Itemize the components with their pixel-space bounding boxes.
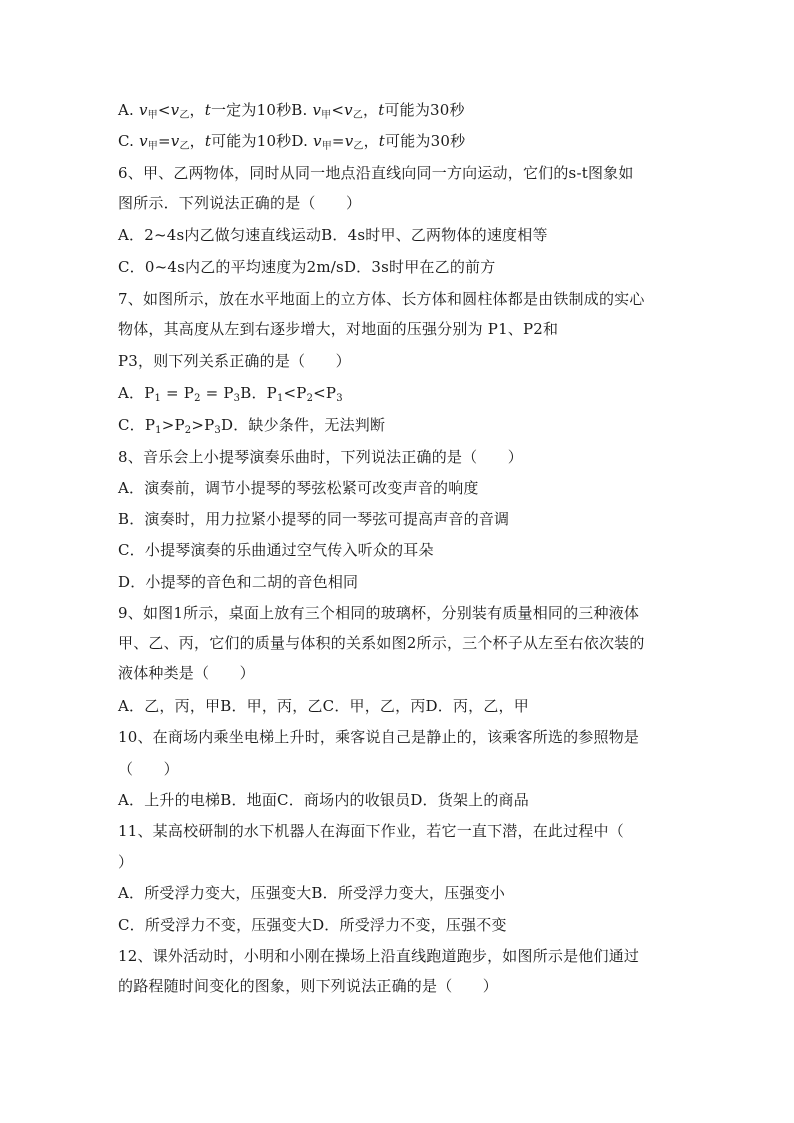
q9-stem-line-1: 9、如图1所示，桌面上放有三个相同的玻璃杯，分别装有质量相同的三种液体 — [118, 604, 640, 622]
q6-options-cd: C．0~4s内乙的平均速度为2m/sD．3s时甲在乙的前方 — [118, 258, 496, 276]
q7-options-cd: C．$P_1>P_2>P_3D$．缺少条件，无法判断 — [118, 416, 386, 436]
q9-stem-line-3: 液体种类是（ ） — [118, 664, 255, 682]
q10-options: A．上升的电梯B．地面C．商场内的收银员D．货架上的商品 — [118, 791, 529, 809]
option-label: D. — [291, 132, 309, 150]
q6-stem-line-2: 图所示．下列说法正确的是（ ） — [118, 194, 362, 212]
q10-stem-line-1: 10、在商场内乘坐电梯上升时，乘客说自己是静止的，该乘客所选的参照物是 — [118, 728, 640, 746]
option-label: C. — [118, 132, 135, 150]
q11-stem-line-1: 11、某高校研制的水下机器人在海面下作业，若它一直下潜，在此过程中（ — [118, 822, 624, 840]
q9-options: A．乙，丙，甲B．甲，丙，乙C．甲，乙，丙D．丙，乙，甲 — [118, 697, 529, 715]
q8-option-b: B．演奏时，用力拉紧小提琴的同一琴弦可提高声音的音调 — [118, 510, 510, 528]
q7-options-ab: A．$P_1 = P_2 = P_3B$．$P_1<P_2<P_3$ — [118, 384, 343, 404]
q8-option-d: D．小提琴的音色和二胡的音色相同 — [118, 573, 359, 591]
q8-stem: 8、音乐会上小提琴演奏乐曲时，下列说法正确的是（ ） — [118, 448, 523, 466]
q11-stem-line-2: ） — [118, 853, 134, 871]
q5-options-cd: C. $v_甲=v_乙$，t可能为10秒D. $v_甲=v_乙$，t可能为30秒 — [118, 132, 466, 152]
option-label: A. — [118, 101, 135, 119]
q12-stem-line-1: 12、课外活动时，小明和小刚在操场上沿直线跑道跑步，如图所示是他们通过 — [118, 947, 640, 965]
q8-option-c: C．小提琴演奏的乐曲通过空气传入听众的耳朵 — [118, 541, 434, 559]
q6-options-ab: A．2~4s内乙做匀速直线运动B．4s时甲、乙两物体的速度相等 — [118, 226, 548, 244]
q6-stem-line-1: 6、甲、乙两物体，同时从同一地点沿直线向同一方向运动，它们的s-t图象如 — [118, 164, 634, 182]
q11-options-cd: C．所受浮力不变，压强变大D．所受浮力不变，压强不变 — [118, 916, 507, 934]
q10-stem-line-2: （ ） — [118, 760, 179, 778]
q8-option-a: A．演奏前，调节小提琴的琴弦松紧可改变声音的响度 — [118, 479, 479, 497]
q5-options-ab: A. $v_甲<v_乙$，t一定为10秒B. $v_甲<v_乙$，t可能为30秒 — [118, 101, 465, 121]
option-label: B. — [291, 101, 308, 119]
q9-stem-line-2: 甲、乙、丙，它们的质量与体积的关系如图2所示，三个杯子从左至右依次装的 — [118, 634, 645, 652]
q11-options-ab: A．所受浮力变大，压强变大B．所受浮力变大，压强变小 — [118, 884, 506, 902]
q7-stem-line-1: 7、如图所示，放在水平地面上的立方体、长方体和圆柱体都是由铁制成的实心 — [118, 290, 645, 308]
q12-stem-line-2: 的路程随时间变化的图象，则下列说法正确的是（ ） — [118, 977, 499, 995]
q7-stem-line-2: 物体，其高度从左到右逐步增大，对地面的压强分别为 P1、P2和 — [118, 320, 559, 338]
q7-stem-line-3: P3，则下列关系正确的是（ ） — [118, 352, 351, 370]
